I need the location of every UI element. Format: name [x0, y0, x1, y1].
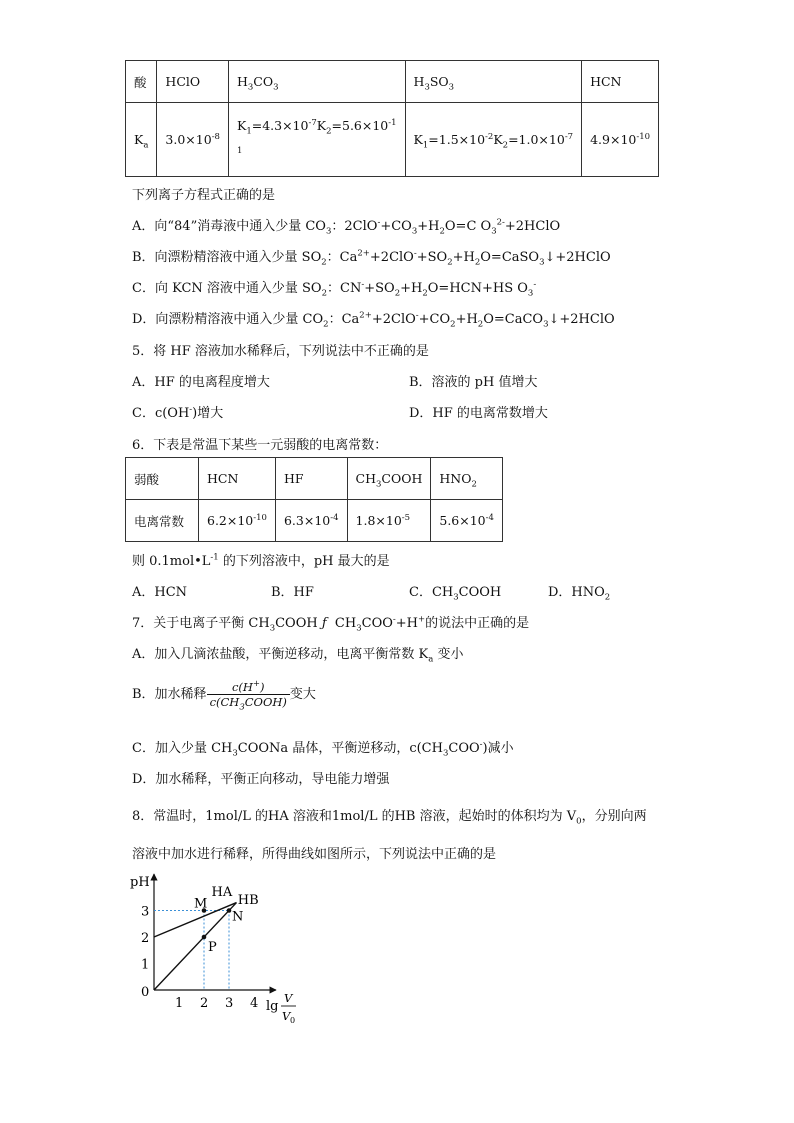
- x-tick-label: 2: [200, 996, 209, 1011]
- table-cell: 弱酸: [126, 458, 199, 500]
- q4-option-c: C．向 KCN 溶液中通入少量 $SO_2$：$CN^-+SO_2+H_2O=HCN+HS$ $O_3^-$: [132, 279, 537, 299]
- ka-table: [125, 60, 659, 177]
- svg-text:0: 0: [290, 1016, 296, 1025]
- q6-option-d: D．$HNO_2$: [548, 585, 611, 603]
- series-label-ha: HA: [211, 884, 233, 900]
- table-cell: $H_3SO_3$: [405, 61, 582, 103]
- q7-option-b: [132, 679, 316, 713]
- table-cell: $K_1=4.3\times 10^{-7}K_2=5.6\times 10^{-1}$ $^1$: [228, 103, 405, 177]
- point-label: N: [232, 909, 244, 925]
- table-cell: $1.8\times 10^{-5}$: [347, 500, 431, 542]
- table-cell: $K_1=1.5\times 10^{-2}K_2=1.0\times 10^{-7}$: [405, 103, 582, 177]
- q6-option-a: A．HCN: [132, 585, 188, 600]
- y-tick-label: 2: [141, 931, 150, 946]
- q7-option-a: A．加入几滴浓盐酸，平衡逆移动，电离平衡常数 $K_a$ 变小: [132, 647, 464, 665]
- q8-stem-line2: 溶液中加水进行稀释，所得曲线如图所示，下列说法中正确的是: [132, 847, 497, 862]
- x-tick-label: 4: [250, 996, 259, 1011]
- q4-stem: 下列离子方程式正确的是: [132, 188, 276, 203]
- point-n: [227, 908, 232, 913]
- q5-option-b: B．溶液的 pH 值增大: [409, 375, 538, 390]
- q5-option-a: A．HF 的电离程度增大: [132, 375, 270, 390]
- point-label: M: [194, 896, 208, 912]
- svg-text:V: V: [284, 991, 293, 1005]
- y-tick-label: 3: [141, 904, 150, 920]
- x-tick-label: 3: [225, 996, 234, 1011]
- q8-stem-line1: 8．常温时，1mol/L 的HA 溶液和1mol/L 的HB 溶液，起始时的体积均为 $V_0$，分别向两: [132, 809, 647, 827]
- table-cell: $5.6\times 10^{-4}$: [431, 500, 503, 542]
- table-cell: 电离常数: [126, 500, 199, 542]
- table-cell: $3.0\times 10^{-8}$: [157, 103, 229, 177]
- q6-after: 则 $0.1mol•L^{-1}$ 的下列溶液中，pH 最大的是: [132, 552, 390, 569]
- q5-option-c: C．c(OH-)增大: [132, 404, 224, 421]
- x-tick-label: 1: [175, 996, 184, 1011]
- ph-dilution-chart: [128, 868, 328, 1028]
- y-tick-label: 1: [141, 957, 150, 973]
- series-line-hb: [154, 903, 237, 990]
- origin-label: 0: [141, 985, 150, 1000]
- point-p: [202, 935, 207, 940]
- table-cell: HF: [275, 458, 347, 500]
- q6-stem: 6．下表是常温下某些一元弱酸的电离常数：: [132, 438, 388, 453]
- table-cell: HCN: [199, 458, 276, 500]
- q7-b-prefix: B．加水稀释: [132, 687, 207, 702]
- point-label: P: [208, 940, 217, 955]
- table-cell: $HNO_2$: [431, 458, 503, 500]
- table-cell: $6.3\times 10^{-4}$: [275, 500, 347, 542]
- table-cell: $CH_3COOH$: [347, 458, 431, 500]
- weak-acid-table: [125, 457, 503, 542]
- q7-option-c: C．加入少量 $CH_3COONa$ 晶体，平衡逆移动，$c(CH_3COO^-)$减小: [132, 739, 514, 759]
- table-cell: $6.2\times 10^{-10}$: [199, 500, 276, 542]
- x-axis-label: [266, 991, 296, 1025]
- q5-option-d: D．HF 的电离常数增大: [409, 406, 548, 421]
- q4-option-b: B．向漂粉精溶液中通入少量 $SO_2$：$Ca^{2+}+2ClO^-+SO_2+H_2O=CaSO_3↓+2HClO$: [132, 248, 611, 268]
- series-label-hb: HB: [237, 892, 259, 908]
- q5-stem: 5．将 HF 溶液加水稀释后，下列说法中不正确的是: [132, 344, 429, 359]
- q7-stem: 7．关于电离子平衡 $CH_3COOH$ ƒ $CH_3COO^-+H^+$的说法中正确的是: [132, 614, 530, 634]
- y-axis-label: pH: [130, 875, 150, 890]
- fraction: $\frac{c(H^+)}{c(CH_3COOH)}$: [207, 680, 290, 709]
- table-cell: $4.9\times 10^{-10}$: [582, 103, 659, 177]
- q4-option-d: D．向漂粉精溶液中通入少量 $CO_2$：$Ca^{2+}+2ClO^-+CO_2+H_2O=CaCO_3↓+2HClO$: [132, 310, 615, 330]
- svg-text:lg: lg: [266, 999, 279, 1014]
- table-cell: HCN: [582, 61, 659, 103]
- table-cell: 酸: [126, 61, 157, 103]
- q4-option-a: A．向“84”消毒液中通入少量 $CO_3$：$2ClO^-+CO_3+H_2O=C$ $O_3^{2-}+2HClO$: [132, 217, 561, 237]
- table-cell: HClO: [157, 61, 229, 103]
- q6-option-b: B．HF: [271, 585, 314, 600]
- table-cell: $H_3CO_3$: [228, 61, 405, 103]
- q7-b-suffix: 变大: [289, 687, 316, 702]
- q7-option-d: D．加水稀释，平衡正向移动，导电能力增强: [132, 772, 390, 787]
- svg-text:V: V: [282, 1009, 291, 1023]
- q6-option-c: C．$CH_3COOH$: [409, 585, 502, 603]
- table-cell: $K_a$: [126, 103, 157, 177]
